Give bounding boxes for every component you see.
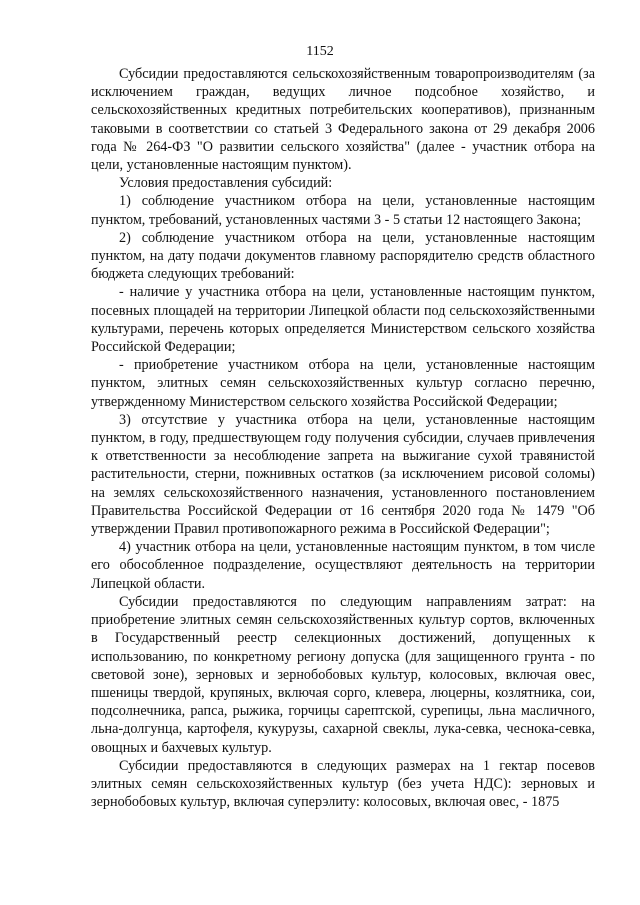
paragraph-condition-4: 4) участник отбора на цели, установленные настоящим пунктом, в том числе его обособленное подразделение, осуществляют деятельность на территории Липецкой области.	[91, 539, 595, 592]
paragraph-condition-2: 2) соблюдение участником отбора на цели, установленные настоящим пунктом, на дату подачи документов главному распорядителю средств областного бюджета следующих требований:	[91, 229, 595, 283]
paragraph-subsidy-rates: Субсидии предоставляются в следующих размерах на 1 гектар посевов элитных семян сельскохозяйственных культур (без учета НДС): зерновых и зернобобовых культур, включая суперэлиту: колосовых, включая овес, - 1875	[91, 757, 595, 811]
document-body	[91, 65, 595, 811]
paragraph-condition-1: 1) соблюдение участником отбора на цели, установленные настоящим пунктом, требований, установленных частями 3 - 5 статьи 12 настоящего Закона;	[91, 193, 595, 228]
paragraph-condition-3: 3) отсутствие у участника отбора на цели, установленные настоящим пунктом, в году, предшествующем году получения субсидии, случаев привлечения к ответственности за несоблюдение запрета на выжигание сухой травянистой растительности, стерни, пожнивных остатков (за исключением рисовой соломы) на землях сельскохозяйственного назначения, установленного постановлением Правительства Российской Федерации от 16 сентября 2020 года № 1479 "Об утверждении Правил противопожарного режима в Российской Федерации";	[91, 411, 595, 538]
paragraph-condition-2-item-2: - приобретение участником отбора на цели, установленные настоящим пунктом, элитных семян сельскохозяйственных культур согласно перечню, утвержденному Министерством сельского хозяйства Российской Федерации;	[91, 357, 595, 410]
page-number: 1152	[306, 44, 334, 59]
paragraph-eligibility: Субсидии предоставляются сельскохозяйственным товаропроизводителям (за исключением граждан, ведущих личное подсобное хозяйство, и сельскохозяйственных кредитных потребительских кооперативов), признанным таковыми в соответствии со статьей 3 Федерального закона от 29 декабря 2006 года № 264-ФЗ "О развитии сельского хозяйства" (далее - участник отбора на цели, установленные настоящим пунктом).	[91, 66, 595, 174]
paragraph-condition-2-item-1: - наличие у участника отбора на цели, установленные настоящим пунктом, посевных площадей на территории Липецкой области под сельскохозяйственными культурами, перечень которых определяется Министерством сельского хозяйства Российской Федерации;	[91, 284, 595, 356]
paragraph-conditions-heading: Условия предоставления субсидий:	[119, 175, 333, 192]
paragraph-cost-directions: Субсидии предоставляются по следующим направлениям затрат: на приобретение элитных семян сельскохозяйственных культур сортов, включенных в Государственный реестр селекционных достижений, допущенных к использованию, по конкретному региону допуска (для защищенного грунта - по световой зоне), зерновых и зернобобовых культур, колосовых, включая овес, пшеницы твердой, крупяных, включая сорго, клевера, люцерны, козлятника, сои, подсолнечника, рапса, рыжика, горчицы сарептской, сурепицы, льна масличного, льна-долгунца, картофеля, кукурузы, сахарной свеклы, лука-севка, чеснока-севка, овощных и бахчевых культур.	[91, 593, 595, 756]
